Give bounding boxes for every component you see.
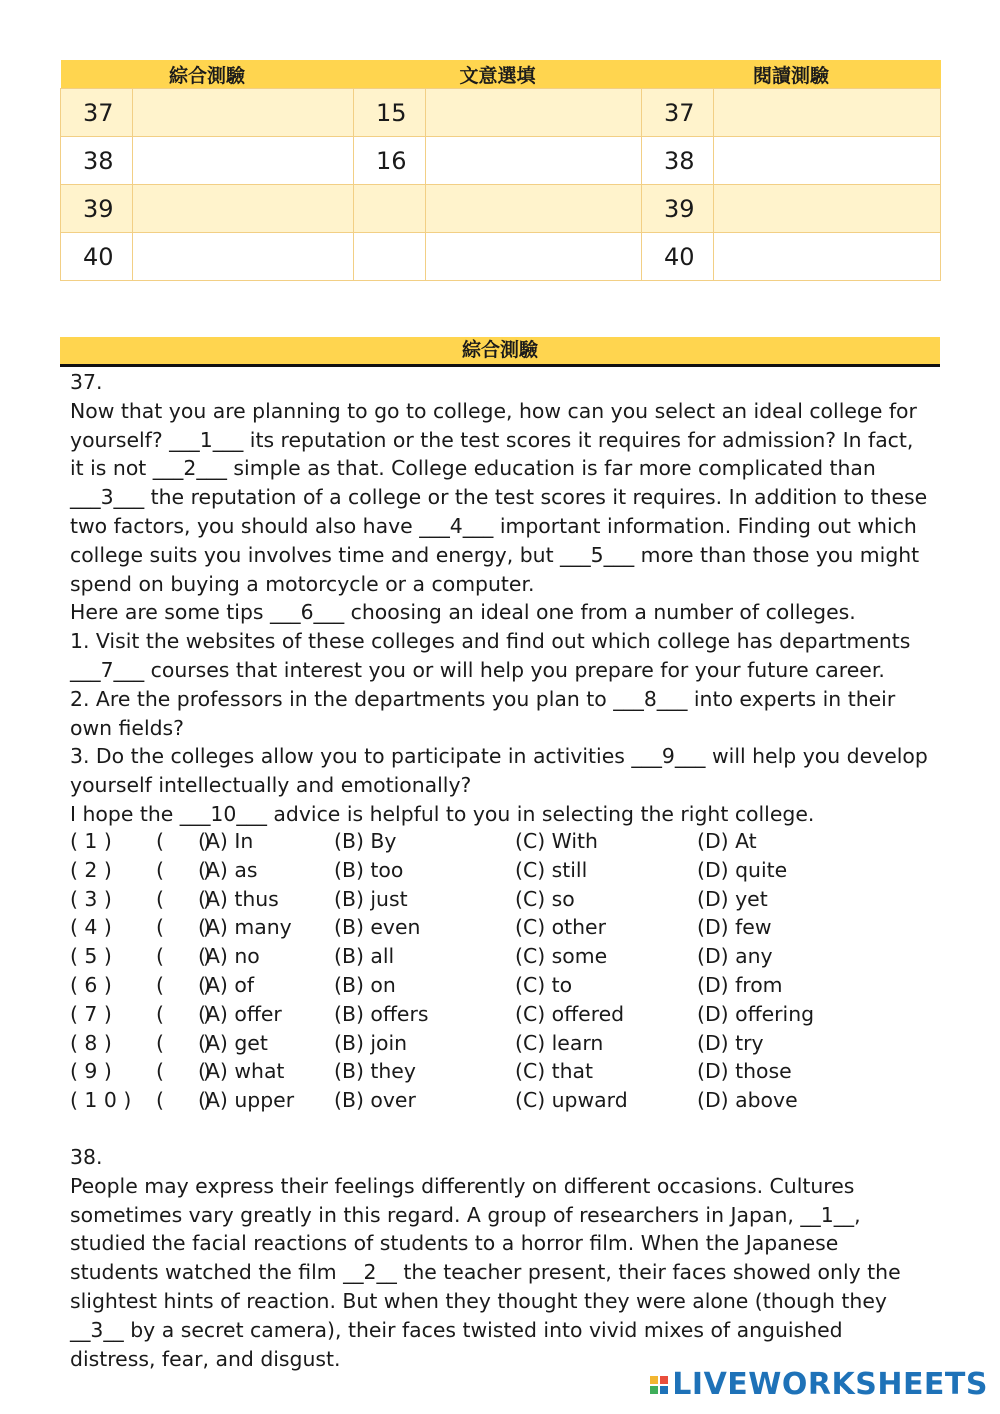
option-a: (A) offer <box>198 1001 282 1026</box>
answer-cell[interactable] <box>426 185 642 233</box>
answer-blank[interactable]: ( ) <box>156 857 211 882</box>
option-b: (B) they <box>334 1059 416 1084</box>
question-label: ( 1 0 ) <box>70 1088 132 1113</box>
option-a: (A) of <box>198 972 254 997</box>
question-number: 38 <box>642 137 714 185</box>
answer-blank[interactable]: ( ) <box>156 944 211 969</box>
passage-paragraph: 3. Do the colleges allow you to participate in activities ___9___ will help you develop yourself intellectually and emotionally? <box>70 744 928 798</box>
section-header: 綜合測驗 <box>60 337 940 367</box>
passage-paragraph: Now that you are planning to go to college, how can you select an ideal college for yourself? ___1___ its reputation or the test scores it requires for admission? In fact, it is not ___2___ simple as that. College education is far more complicated than ___3___ the reputation of a college or the test scores it requires. In addition to these two factors, you should also have ___4___ important information. Finding out which college suits you involves time and energy, but ___5___ more than those you might spend on buying a motorcycle or a computer. <box>70 398 928 596</box>
passage-38 <box>70 1143 930 1373</box>
logo-text: LIVEWORKSHEETS <box>672 1367 988 1402</box>
answer-table-header-row <box>61 60 941 89</box>
header-comprehensive-test: 綜合測驗 <box>61 60 354 89</box>
answer-cell[interactable] <box>426 233 642 281</box>
answer-cell[interactable] <box>426 137 642 185</box>
answer-blank[interactable]: ( ) <box>156 829 211 853</box>
question-number: 37 <box>61 89 133 137</box>
question-number: 16 <box>354 137 426 185</box>
answer-cell[interactable] <box>426 89 642 137</box>
question-row <box>70 885 930 914</box>
question-row <box>70 856 930 885</box>
question-row <box>70 913 930 942</box>
option-a: (A) many <box>198 915 292 940</box>
option-a: (A) upper <box>198 1088 295 1113</box>
passage-37 <box>70 368 930 829</box>
table-row <box>61 233 941 281</box>
question-label: ( 4 ) <box>70 915 112 940</box>
question-number <box>354 185 426 233</box>
option-c: (C) still <box>515 857 588 882</box>
option-a: (A) thus <box>198 886 279 911</box>
option-c: (C) that <box>515 1059 594 1084</box>
answer-sheet-table <box>60 60 941 281</box>
option-b: (B) By <box>334 829 397 853</box>
question-row <box>70 827 930 856</box>
answer-cell[interactable] <box>133 185 354 233</box>
header-word-choice: 文意選填 <box>354 60 642 89</box>
option-b: (B) offers <box>334 1001 429 1026</box>
option-d: (D) At <box>697 829 757 853</box>
question-number: 39 <box>642 185 714 233</box>
question-row <box>70 1086 930 1115</box>
question-number <box>354 233 426 281</box>
answer-blank[interactable]: ( ) <box>156 1059 211 1084</box>
option-d: (D) offering <box>697 1001 815 1026</box>
option-a: (A) no <box>198 944 260 969</box>
option-d: (D) from <box>697 972 783 997</box>
option-d: (D) above <box>697 1088 798 1113</box>
option-c: (C) some <box>515 944 608 969</box>
question-label: ( 2 ) <box>70 857 112 882</box>
question-label: ( 3 ) <box>70 886 112 911</box>
answer-blank[interactable]: ( ) <box>156 886 211 911</box>
option-c: (C) With <box>515 829 598 853</box>
liveworksheets-logo <box>650 1367 988 1402</box>
option-c: (C) other <box>515 915 606 940</box>
option-c: (C) offered <box>515 1001 625 1026</box>
question-label: ( 9 ) <box>70 1059 112 1084</box>
option-c: (C) upward <box>515 1088 628 1113</box>
table-row <box>61 89 941 137</box>
passage-paragraph: People may express their feelings differently on different occasions. Cultures sometimes vary greatly in this regard. A group of researchers in Japan, __1__, studied the facial reactions of students to a horror film. When the Japanese students watched the film __2__ the teacher present, their faces showed only the slightest hints of reaction. But when they thought they were alone (though they __3__ by a secret camera), their faces twisted into vivid mixes of anguished distress, fear, and disgust. <box>70 1173 901 1371</box>
answer-blank[interactable]: ( ) <box>156 1001 211 1026</box>
question-number: 40 <box>642 233 714 281</box>
option-a: (A) as <box>198 857 258 882</box>
answer-blank[interactable]: ( ) <box>156 1088 211 1113</box>
question-label: ( 1 ) <box>70 829 112 853</box>
question-label: ( 6 ) <box>70 972 112 997</box>
option-b: (B) all <box>334 944 395 969</box>
answer-blank[interactable]: ( ) <box>156 972 211 997</box>
answer-cell[interactable] <box>714 137 941 185</box>
table-row <box>61 137 941 185</box>
liveworksheets-logo-icon <box>650 1376 668 1394</box>
option-d: (D) quite <box>697 857 788 882</box>
option-a: (A) get <box>198 1030 268 1055</box>
passage-paragraph: I hope the ___10___ advice is helpful to you in selecting the right college. <box>70 801 815 826</box>
passage-number: 37. <box>70 370 103 394</box>
question-number: 40 <box>61 233 133 281</box>
option-b: (B) on <box>334 972 396 997</box>
answer-cell[interactable] <box>714 185 941 233</box>
option-b: (B) join <box>334 1030 408 1055</box>
option-d: (D) any <box>697 944 773 969</box>
question-number: 37 <box>642 89 714 137</box>
option-b: (B) even <box>334 915 421 940</box>
passage-paragraph: 2. Are the professors in the departments you plan to ___8___ into experts in their own fields? <box>70 686 896 740</box>
answer-cell[interactable] <box>714 233 941 281</box>
option-b: (B) too <box>334 857 404 882</box>
answer-cell[interactable] <box>714 89 941 137</box>
option-d: (D) try <box>697 1030 764 1055</box>
answer-blank[interactable]: ( ) <box>156 915 211 940</box>
answer-cell[interactable] <box>133 233 354 281</box>
answer-cell[interactable] <box>133 137 354 185</box>
question-row <box>70 971 930 1000</box>
question-number: 15 <box>354 89 426 137</box>
question-row <box>70 1000 930 1029</box>
passage-number: 38. <box>70 1145 103 1169</box>
question-label: ( 5 ) <box>70 944 112 969</box>
question-row <box>70 942 930 971</box>
option-c: (C) learn <box>515 1030 604 1055</box>
table-row <box>61 185 941 233</box>
answer-blank[interactable]: ( ) <box>156 1030 211 1055</box>
passage-paragraph: 1. Visit the websites of these colleges and find out which college has departments ___7___ courses that interest you or will help you prepare for your future career. <box>70 629 911 682</box>
option-b: (B) over <box>334 1088 416 1113</box>
option-a: (A) what <box>198 1059 285 1084</box>
question-row <box>70 1029 930 1058</box>
option-d: (D) yet <box>697 886 768 911</box>
option-a: (A) In <box>198 829 254 853</box>
question-label: ( 7 ) <box>70 1001 112 1026</box>
option-c: (C) so <box>515 886 575 911</box>
question-number: 39 <box>61 185 133 233</box>
question-row <box>70 1057 930 1086</box>
option-b: (B) just <box>334 886 408 911</box>
passage-paragraph: Here are some tips ___6___ choosing an ideal one from a number of colleges. <box>70 600 856 625</box>
option-c: (C) to <box>515 972 573 997</box>
question-label: ( 8 ) <box>70 1030 112 1055</box>
option-d: (D) few <box>697 915 772 940</box>
answer-cell[interactable] <box>133 89 354 137</box>
question-list <box>70 827 930 1115</box>
option-d: (D) those <box>697 1059 792 1084</box>
header-reading-test: 閱讀測驗 <box>642 60 941 89</box>
question-number: 38 <box>61 137 133 185</box>
